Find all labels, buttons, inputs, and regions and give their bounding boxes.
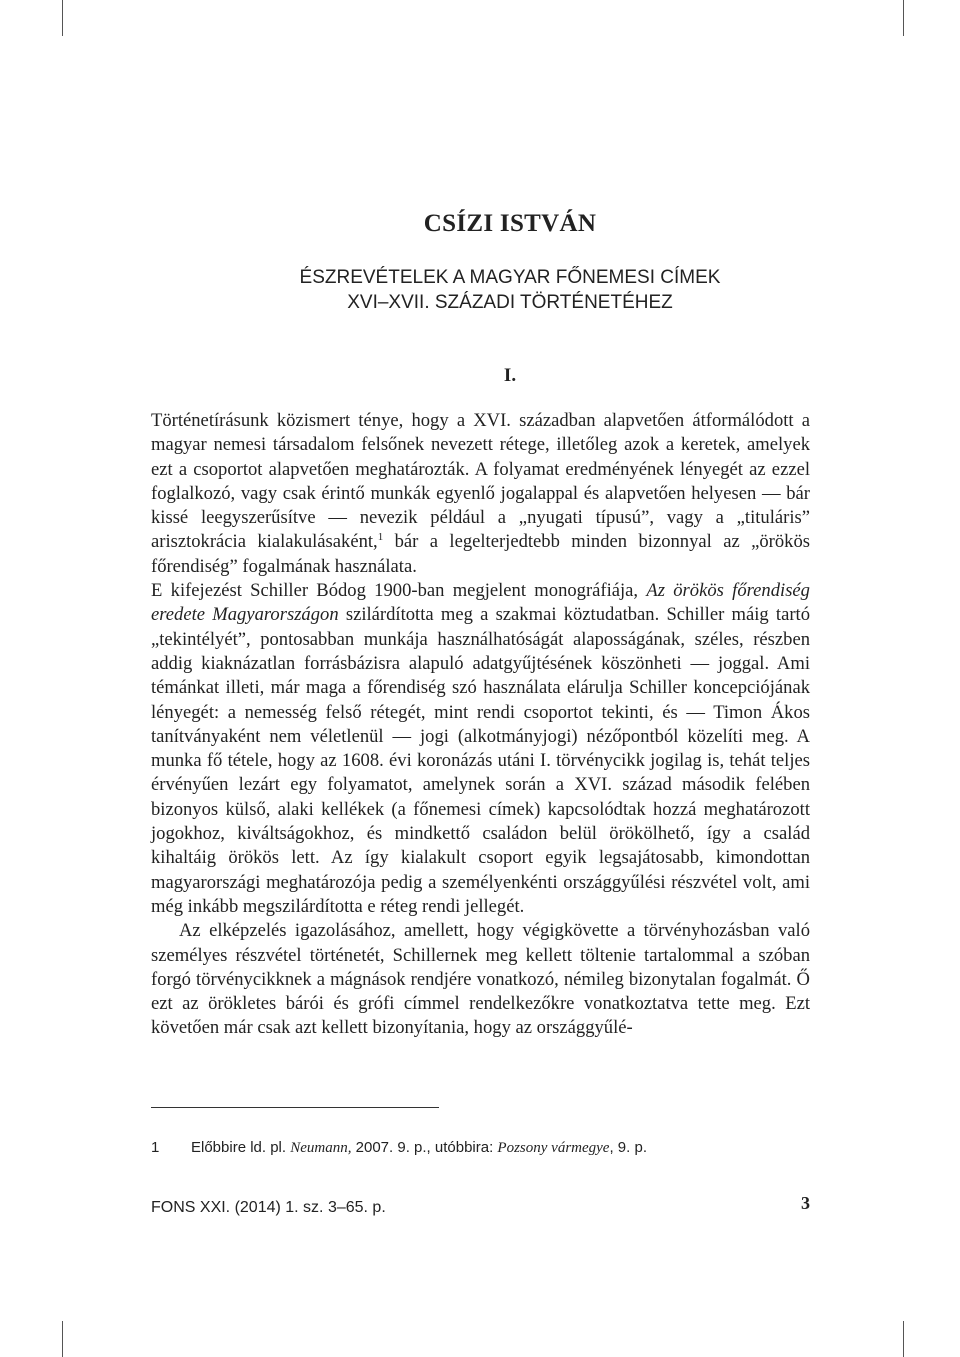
footnote-text-end: , 9. p. [609,1139,647,1156]
section-heading: I. [503,365,517,386]
paragraph-1-text-end: bár a legelterjedtebb minden bizonnyal az „örökös főrendiség” fogalmának használata. [151,531,810,577]
footnote [151,1139,811,1157]
paragraph-2-text-end: szilárdította meg a szakmai köztudatban. Schiller máig tartó „tekintélyét”, pontosabban munkája használhatóságát alaposságának, széles, részben addig kiaknázatlan forrásbázisra alapuló adatgyűjtésének köszönheti — joggal. Ami témánkat illeti, már maga a főrendiség szó használata elárulja Schiller koncepciójának lényegét: a nemesség felső rétegét, mint rendi csoportot tekinti, és — Timon Ákos tanítványaként nem véletlenül — jogi (alkotmányjogi) nézőpontból közelíti meg. A munka fő tétele, hogy az 1608. évi koronázás utáni I. törvénycikk jogilag is, tehát teljes érvényűen lezárt egy folyamatot, amelynek során a XVI. század második felében bizonyos külső, alaki kellékek (a főnemesi címek) kapcsolódtak hozzá meghatározott jogokhoz, kiváltságokhoz, és mindkettő családon belül örökölhető, így a család kihaltáig örökös lett. Az így kialakult csoport egyik legsajátosabb, kimondottan magyarországi meghatározója pedig a személyenkénti országgyűlési részvétel volt, ami még inkább megszilárdította e réteg rendi jellegét. [151,604,810,917]
footnote-reference[interactable]: 1 [377,531,384,544]
author-name: CSÍZI ISTVÁN [423,210,597,237]
footnote-text-mid: 2007. 9. p., utóbbira: [351,1139,498,1156]
footnote-ref-pozsony: Pozsony vármegye [497,1140,610,1156]
monograph-title: Az örökös főrendiség eredete Magyarországon [151,580,810,626]
paragraph-3: Az elképzelés igazolásához, amellett, hogy végigkövette a törvényhozásban való személyes részvétel történetét, Schillernek meg kellett töltenie tartalommal a szóban forgó törvénycikknek a mágnások rendjére vonatkozó, némileg bizonytalan fogalmát. Ő ezt az örökletes bárói és grófi címmel rendelkezőkre vonatkoztatva tette meg. Ezt követően már csak azt kellett bizonyítania, hogy az országgyűlé- [151,920,810,1039]
paragraph-2-text: E kifejezést Schiller Bódog 1900-ban megjelent monográfiája, [151,580,647,602]
body-text [151,409,810,1041]
page-number: 3 [801,1193,810,1213]
footnote-ref-neumann: Neumann, [290,1140,352,1156]
crop-mark-top-left [62,0,63,36]
paragraph-1 [151,409,810,579]
footnote-number: 1 [151,1139,160,1156]
paragraph-1-text: Történetírásunk közismert ténye, hogy a XVI. században alapvetően átformálódott a magyar nemesi társadalom felsőnek nevezett rétege, illetőleg azok a keretek, amelyek ezt a csoportot alapvetően meghatározták. A folyamat eredményének lényegét az ezzel foglalkozó, vagy csak érintő munkák egyenlő jogalappal és alapvetően helyesen — bár kissé leegyszerűsítve — nevezik például a „nyugati típusú”, vagy a „tituláris” arisztokrácia kialakulásaként, [151,410,810,553]
paragraph-2 [151,579,810,919]
footnote-text: Előbbire ld. pl. [191,1139,291,1156]
journal-citation: FONS XXI. (2014) 1. sz. 3–65. p. [151,1199,386,1216]
article-title-line-1: ÉSZREVÉTELEK A MAGYAR FŐNEMESI CÍMEK [299,267,721,288]
crop-mark-top-right [903,0,904,36]
footnote-divider [151,1107,439,1108]
crop-mark-bottom-right [903,1321,904,1357]
article-title-line-2: XVI–XVII. SZÁZADI TÖRTÉNETÉHEZ [347,292,673,313]
crop-mark-bottom-left [62,1321,63,1357]
